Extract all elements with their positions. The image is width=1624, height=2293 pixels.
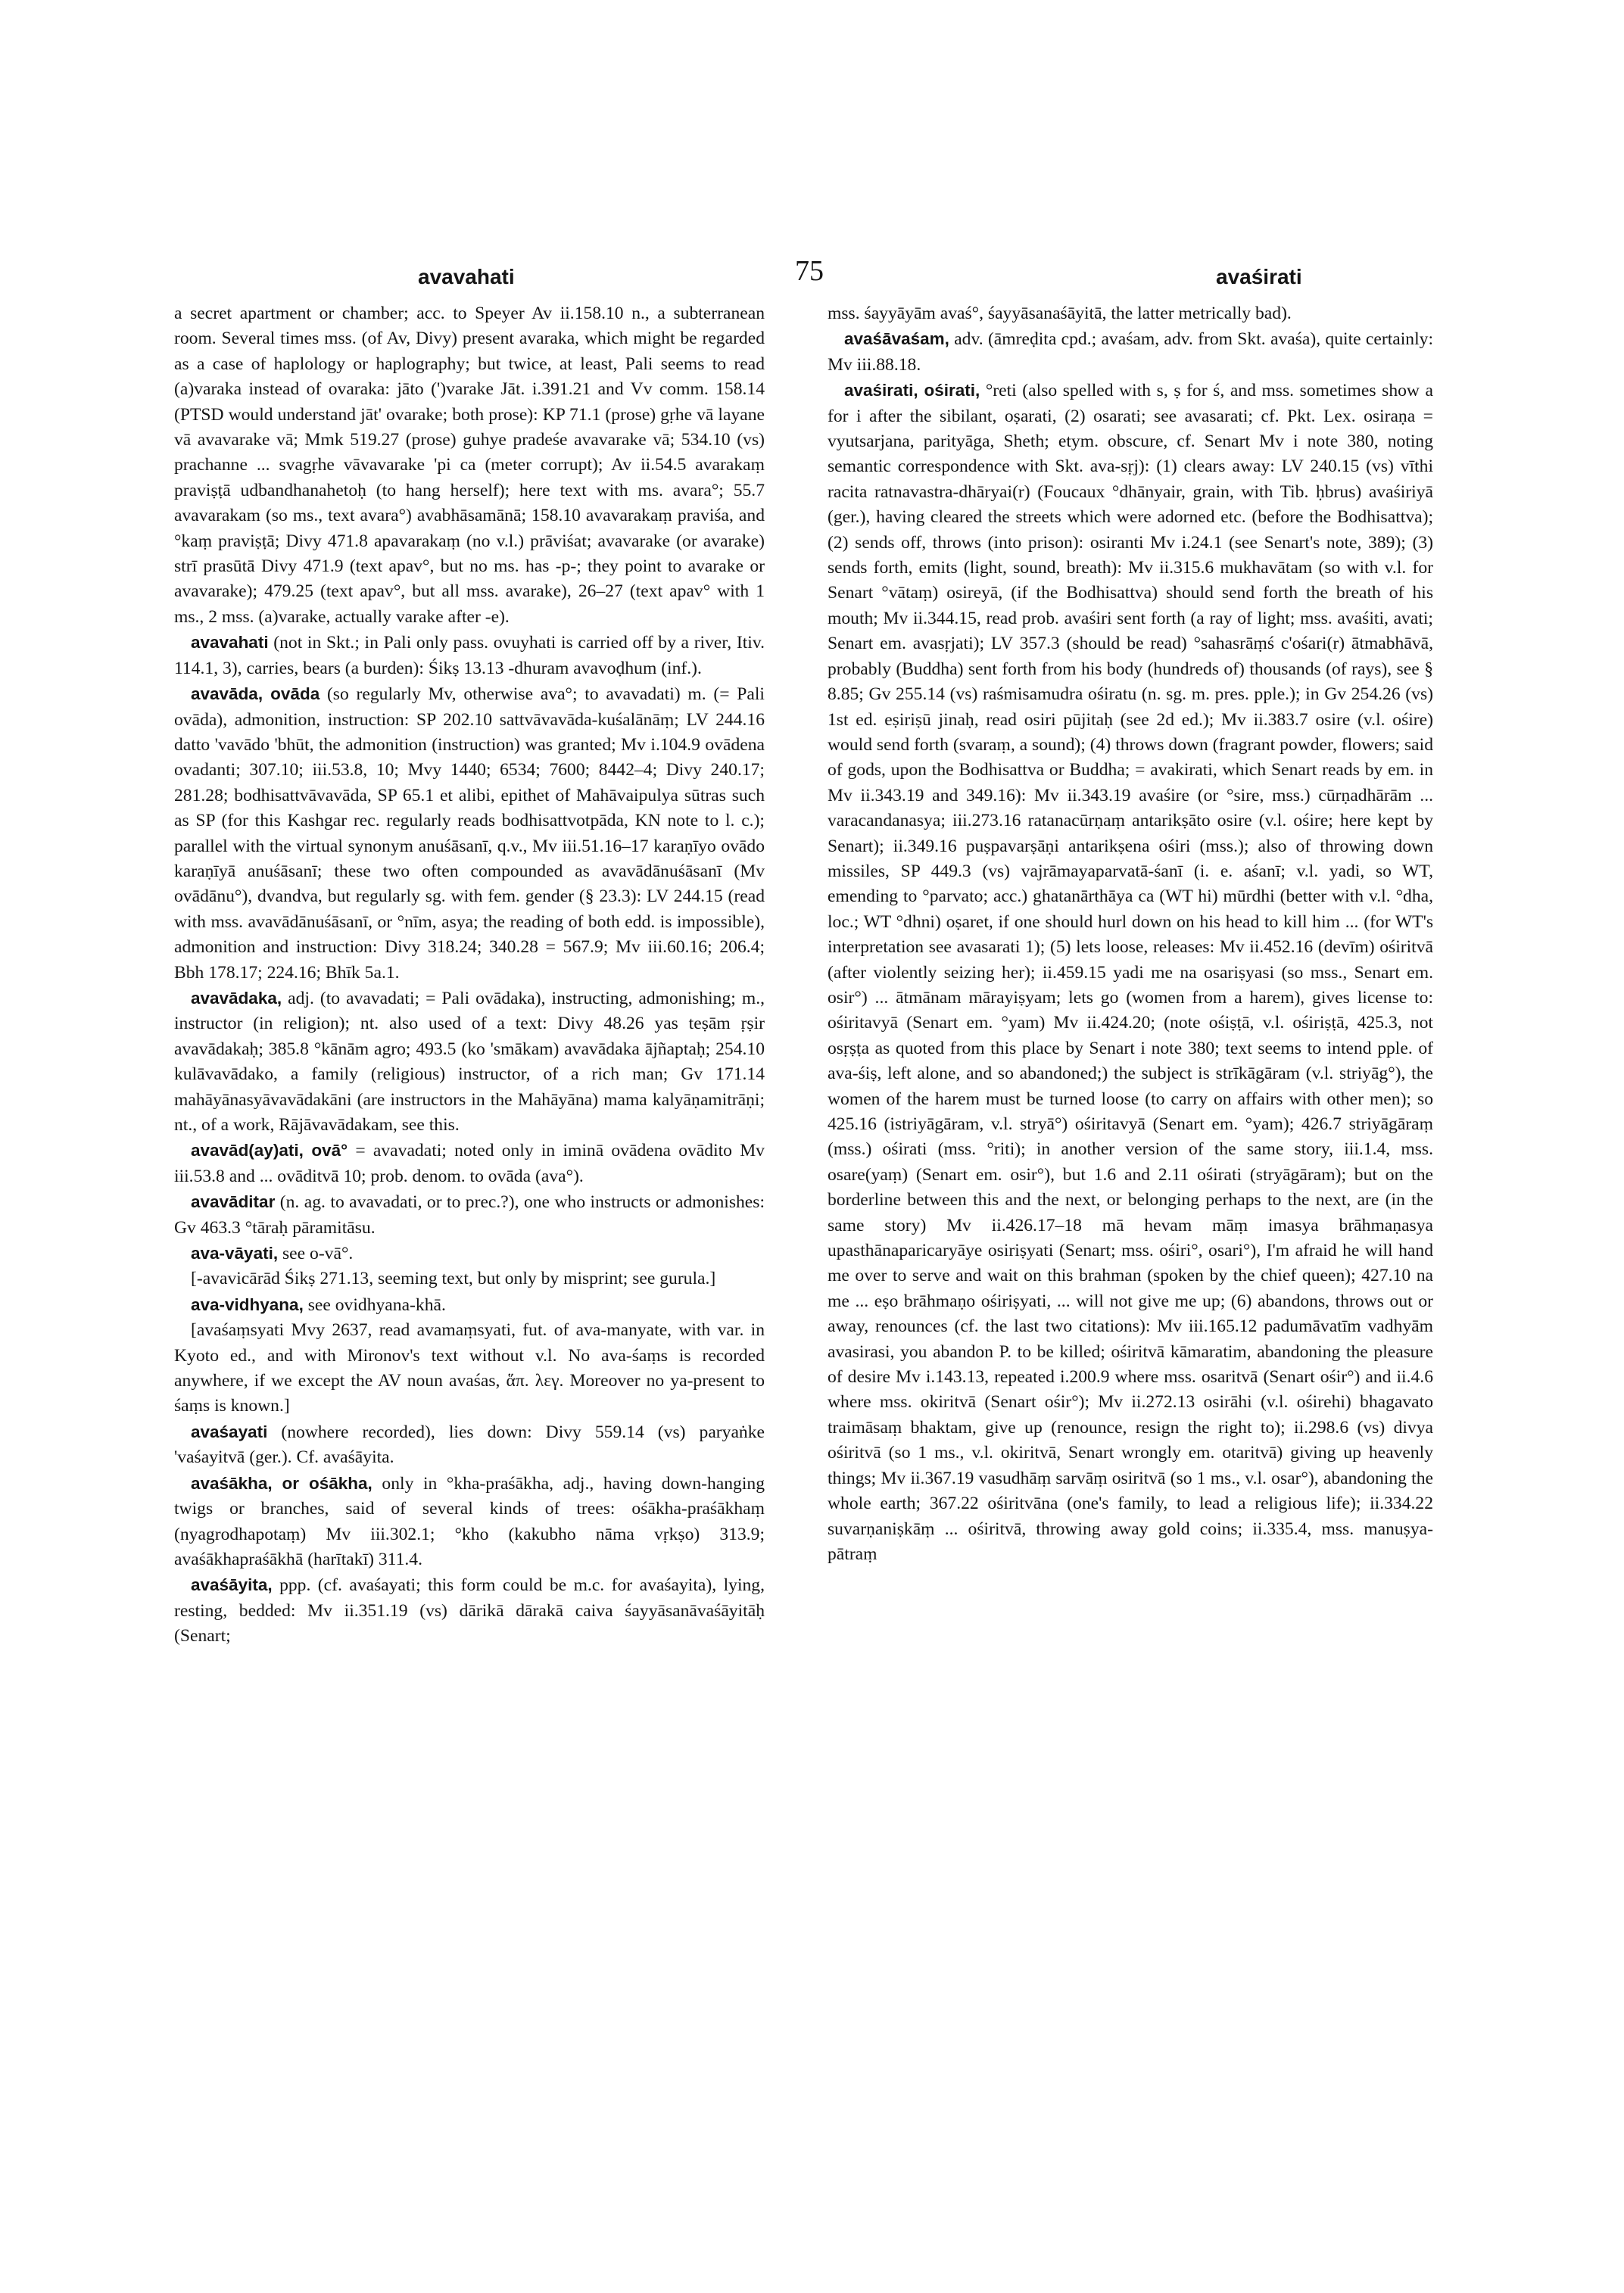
entry-avavada [174,681,765,986]
entry-avasayita [174,1572,765,1649]
entry-avavadayati [174,1138,765,1189]
entry-avavayati [174,1241,765,1266]
headword: avaśākha, or ośākha, [191,1473,372,1493]
entry-body: (not in Skt.; in Pali only pass. ovuyhati is carried off by a river, Itiv. 114.1, 3), carries, bears (a burden): Śikṣ 13.13 -dhuram avavoḍhum (inf.). [174,633,765,678]
entry-avasamsyati: [avaśaṃsyati Mvy 2637, read avamaṃsyati, fut. of ava-manyate, with var. in Kyoto ed., and with Mironov's text without v.l. No ava-śaṃs is recorded anywhere, if we except the AV noun avaśas, ἅπ. λεγ. Moreover no ya-present to śaṃs is known.] [174,1320,765,1416]
headword: avavād(ay)ati, ovā° [191,1141,348,1161]
entry-body: = avavadati; noted only in iminā ovādena ovādito Mv iii.53.8 and ... ovāditvā 10; prob. denom. to ovāda (ava°). [174,1141,765,1186]
entry-body: (n. ag. to avavadati, or to prec.?), one who instructs or admonishes: Gv 463.3 °tāraḥ pāramitāsu. [174,1192,765,1238]
entry-avavicarad: [-avavicārād Śikṣ 271.13, seeming text, but only by misprint; see gurula.] [191,1269,716,1289]
entry-continuation: mss. śayyāyām avaś°, śayyāsanaśāyitā, the latter metrically bad). [828,304,1292,323]
headword: ava-vidhyana, [191,1294,304,1314]
entry-body: see o-vā°. [282,1244,354,1264]
entry-body: adv. (āmreḍita cpd.; avaśam, adv. from Skt. avaśa), quite certainly: Mv iii.88.18. [828,329,1433,375]
headword: avaśirati, ośirati, [844,381,980,400]
left-column [174,301,765,1650]
entry-avasakha [174,1471,765,1573]
headword: avaśāvaśam, [844,329,949,349]
entry-avavahati [174,630,765,681]
entry-avasayati [174,1419,765,1471]
entry-body: see ovidhyana-khā. [307,1294,446,1315]
page-number: 75 [795,255,824,287]
running-head-left: avavahati [418,265,515,288]
entry-avavadaka [174,986,765,1138]
headword: ava-vāyati, [191,1244,279,1263]
entry-body: (nowhere recorded), lies down: Divy 559.14 (vs) paryaṅke 'vaśayitvā (ger.). Cf. avaśāyita. [174,1422,765,1468]
headword: avavāda, ovāda [191,684,320,704]
entry-body: °reti (also spelled with s, ṣ for ś, and mss. sometimes show a for i after the sibilant, oṣarati, (2) osarati; see avasarati; cf. Pkt. Lex. osiraṇa = vyutsarjana, parityāga, Sheth; etym. obscure, cf. Senart Mv i note 380, noting semantic correspondence with Skt. ava-sṛj): (1) clears away: LV 240.15 (vs) vīthi racita ratnavastra-dhāryai(r) (Foucaux °dhānyair, grain, with Tib. ḥbrus) avaśiriyā (ger.), having cleared the streets which were adorned etc. (before the Bodhisattva); (2) sends off, throws (into prison): osiranti Mv i.24.1 (see Senart's note, 389); (3) sends forth, emits (light, sound, breath): Mv ii.315.6 mukhavātam (so with v.l. for Senart °vātaṃ) osireyā, (if the Bodhisattva) should send forth the breath of his mouth; Mv ii.344.15, read prob. avaśiri sent forth (a ray of light; mss. avaśiti, avati; Senart em. avasṛjati); LV 357.3 (should be read) °sahasrāṃś c'ośari(r) ātmabhāvā, probably (Buddha) sent forth from his body (hundreds of) thousands (of rays), see § 8.85; Gv 255.14 (vs) raśmisamudra ośiratu (n. sg. m. pres. pple.); in Gv 254.26 (vs) 1st ed. eṣiriṣū jinaḥ, read osiri pūjitaḥ (see 2d ed.); Mv ii.383.7 osire (v.l. ośire) would send forth (svaraṃ, a sound); (4) throws down (fragrant powder, flowers; said of gods, upon the Bodhisattva or Buddha; = avakirati, which Senart reads by em. in Mv ii.343.19 and 349.16): Mv ii.343.19 avaśire (or °sire, mss.) cūrṇadhārām ... varacandanasya; iii.273.16 ratanacūrṇaṃ antarikṣāto osire (v.l. ośire; here kept by Senart); ii.349.16 puṣpavarṣāṇi antarikṣena ośiri (mss.); also of throwing down missiles, SP 449.3 (vs) vajrāmayaparvatā-śanī (i. e. aśanī; v.l. yadi, so WT, emending to °parvato; acc.) ghatanārthāya ca (WT hi) mūrdhi (better with v.l. °dha, loc.; WT °dhni) oṣaret, if one should hurl down on his head to kill him ... (for WT's interpretation see avasarati 1); (5) lets loose, releases: Mv ii.452.16 (devīm) ośiritvā (after violently seizing her); ii.459.15 yadi me na osariṣyasi (so mss., Senart em. osir°) ... ātmānam mārayiṣyam; lets go (women from a harem), gives license to: ośiritavyā (Senart em. °yam) Mv ii.424.20; (note ośiṣṭā, v.l. ośiriṣṭā, 425.3, not osṛṣṭa as quoted from this place by Senart i note 380; text seems to intend pple. of ava-śiṣ, left alone, and so abandoned;) the subject is strīkāgāram (v.l. striyāg°), the women of the harem must be turned loose (to carry on affairs with other men); so 425.16 (istriyāgāram, v.l. stryā°) ośiritavyā (Senart em. °yam); 426.7 striyāgāraṃ (mss.) ośirati (mss. °riti); in another version of the same story, iii.1.4, mss. osare(yaṃ) (Senart em. osir°), but 1.6 and 2.11 ośirati (stryāgāram); but on the borderline between this and the next, or belonging perhaps to the next, are (in the same story) Mv ii.426.17–18 mā hevam māṃ imasya brāhmaṇasya upasthānaparicaryāye osiriṣyati (Senart; mss. ośiri°, osari°), I'm afraid he will hand me over to serve and wait on this brahman (spoken by the chief queen); 427.10 na me ... eṣo brāhmaṇo ośiriṣyati, ... will not give me up; (6) abandons, throws out or away, renounces (cf. the last two citations): Mv iii.165.12 padumāvatīm vadhyām avasirasi, you abandon P. to be killed; ośiritvā kāmaratim, abandoning the pleasure of desire Mv i.143.13, repeated i.200.9 where mss. osaritvā (Senart ośir°) and ii.4.6 where mss. okiritvā (Senart ośir°); Mv ii.272.13 osirāhi (v.l. ośirehi) bhagavato traimāsaṃ bhaktam, give up (renounce, resign the right to); ii.298.6 (vs) divya ośiritvā (so 1 ms., v.l. okiritvā, Senart wrongly em. otaritvā) giving up heavenly things; Mv ii.367.19 vasudhāṃ sarvāṃ osiritvā (so 1 ms., v.l. osar°), abandoning the whole earth; 367.22 ośiritvāna (one's family, to lead a religious life); ii.334.22 suvarṇaniṣkāṃ ... ośiritvā, throwing away gold coins; ii.335.4, mss. manuṣya-pātraṃ [828,381,1433,1564]
right-column [828,301,1433,1567]
headword: avavahati [191,633,269,653]
headword: avavādaka, [191,988,282,1008]
entry-body: only in °kha-praśākha, adj., having down-hanging twigs or branches, said of several kinds of trees: ośākha-praśākhaṃ (nyagrodhapotaṃ) Mv iii.302.1; °kho (kakubho nāma vṛkṣo) 313.9; avaśākhapraśākhā (harītakī) 311.4. [174,1473,765,1569]
headword: avavāditar [191,1192,276,1212]
entry-continuation: a secret apartment or chamber; acc. to Speyer Av ii.158.10 n., a subterranean room. Several times mss. (of Av, Divy) present avaraka, which might be regarded as a case of haplology or haplography; but twice, at least, Pali seems to read (a)varaka instead of ovaraka: jāto (')varake Jāt. i.391.21 and Vv comm. 158.14 (PTSD would understand jāt' ovarake; both prose): KP 71.1 (prose) gṛhe vā layane vā avavarake vā; Mmk 519.27 (prose) guhye pradeśe avavarake vā; 534.10 (vs) prachanne ... svagṛhe vāvavarake 'pi ca (meter corrupt); Av ii.54.5 avarakaṃ praviṣṭā udbandhanahetoḥ (to hang herself); here text with ms. avara°; 55.7 avavarakam (so ms., text avara°) avabhāsamānā; 158.10 avavarakaṃ praviśa, and °kaṃ praviṣṭā; Divy 471.8 apavarakaṃ (no v.l.) prāviśat; avavarake (or avarake) strī prasūtā Divy 471.9 (text apav°, but no ms. has -p-; they point to avarake or avavarake); 479.25 (text apav°, but all mss. avarake), 26–27 (text apav° with 1 ms., 2 mss. (a)varake, actually varake after -e). [174,304,765,627]
entry-body: adj. (to avavadati; = Pali ovādaka), instructing, admonishing; m., instructor (in religion); nt. also used of a text: Divy 48.26 yas teṣām ṛṣir avavādakaḥ; 385.8 °kānām agro; 493.5 (ko 'smākam) avavādaka ājñaptaḥ; 254.10 kulāvavādako, a family (religious) instructor, of a rich man; Gv 171.14 mahāyānasyāvavādakāni (are instructors in the Mahāyāna) mama kalyāṇamitrāṇi; nt., of a work, Rājāvavādakam, see this. [174,988,765,1135]
entry-avasirati [828,378,1433,1567]
running-head-right: avaśirati [1216,265,1302,288]
entry-body: (so regularly Mv, otherwise ava°; to avavadati) m. (= Pali ovāda), admonition, instruction: SP 202.10 sattvāvavāda-kuśalānāṃ; LV 244.16 datto 'vavādo 'bhūt, the admonition (instruction) was granted; Mv i.104.9 ovādena ovadanti; 307.10; iii.53.8, 10; Mvy 1440; 6534; 7600; 8442–4; Divy 240.17; 281.28; bodhisattvāvavāda, SP 65.1 et alibi, epithet of Mahāvaipulya sūtras such as SP (for this Kashgar rec. regularly reads bodhisattvotpāda, KN note to l. c.); parallel with the virtual synonym anuśāsanī, q.v., Mv iii.51.16–17 karaṇīyo ovādo karaṇīyā anuśāsanī; these two often compounded as avavādānuśāsanī (Mv ovādānu°), dvandva, but regularly sg. with fem. gender (§ 23.3): LV 244.15 (read with mss. avavādānuśāsanī, or °nīm, asya; the reading of both edd. is impossible), admonition and instruction: Divy 318.24; 340.28 = 567.9; Mv iii.60.16; 206.4; Bbh 178.17; 224.16; Bhīk 5a.1. [174,684,765,983]
headword: avaśāyita, [191,1575,273,1595]
entry-avavidhyana [174,1292,765,1318]
entry-avavaditar [174,1189,765,1241]
entry-avasavasam [828,326,1433,378]
headword: avaśayati [191,1422,268,1441]
entry-body: ppp. (cf. avaśayati; this form could be m.c. for avaśayita), lying, resting, bedded: Mv ii.351.19 (vs) dārikā dārakā caiva śayyāsanāvaśāyitāḥ (Senart; [174,1575,765,1647]
